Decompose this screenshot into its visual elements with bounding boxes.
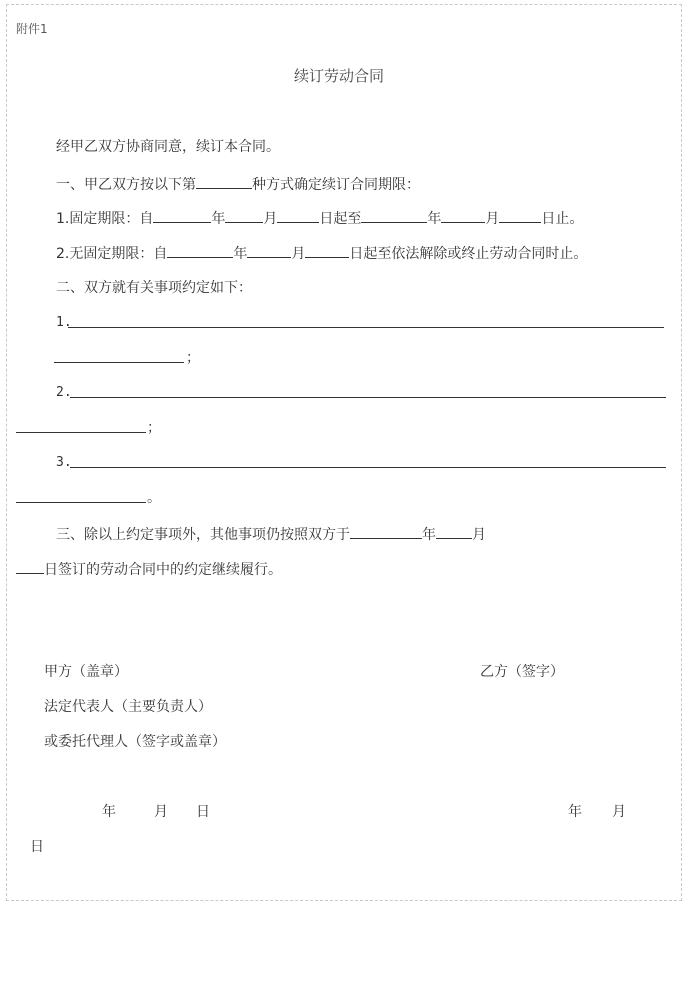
party-b-date-day: 日 — [30, 839, 44, 855]
party-a-date-year: 年 — [102, 804, 116, 820]
party-a-date-day: 日 — [196, 804, 210, 820]
clause3-year-blank[interactable] — [350, 524, 422, 539]
fixed-year-label: 年 — [211, 211, 226, 227]
attachment-label: 附件1 — [16, 22, 48, 36]
open-term-line — [56, 243, 587, 263]
open-start-day-blank[interactable] — [305, 243, 349, 258]
fixed-end-month-blank[interactable] — [441, 208, 485, 223]
fixed-end-label: 日止。 — [541, 211, 584, 227]
clause3-line2 — [16, 559, 282, 579]
party-a-label: 甲方（盖章） — [44, 664, 128, 680]
fixed-start-year-blank[interactable] — [153, 208, 211, 223]
fixed-end-year-blank[interactable] — [361, 208, 427, 223]
party-b-date-year: 年 — [568, 804, 582, 820]
open-start-year-blank[interactable] — [167, 243, 233, 258]
item3-number: 3. — [56, 455, 72, 470]
open-end-label: 日起至依法解除或终止劳动合同时止。 — [349, 246, 588, 262]
clause3-month-label: 月 — [472, 527, 486, 543]
clause1-method-blank[interactable] — [196, 174, 252, 189]
clause3-day-blank[interactable] — [16, 559, 44, 574]
intro-text: 经甲乙双方协商同意，续订本合同。 — [56, 139, 280, 155]
fixed-year2-label: 年 — [427, 211, 442, 227]
party-b-date-month: 月 — [612, 804, 626, 820]
clause3-month-blank[interactable] — [436, 524, 472, 539]
legal-rep-label: 法定代表人（主要负责人） — [44, 699, 212, 715]
item3-end: 。 — [147, 490, 161, 506]
fixed-start-month-blank[interactable] — [225, 208, 263, 223]
party-a-date-month: 月 — [154, 804, 168, 820]
clause3-year-label: 年 — [422, 527, 436, 543]
clause1-suffix: 种方式确定续订合同期限： — [252, 177, 420, 193]
party-b-label: 乙方（签字） — [480, 664, 564, 680]
item2-end: ； — [147, 420, 161, 436]
clause1-prefix: 一、甲乙双方按以下第 — [56, 177, 196, 193]
clause3-prefix: 三、除以上约定事项外，其他事项仍按照双方于 — [56, 527, 350, 543]
item1-end: ； — [186, 350, 200, 366]
document-title: 续订劳动合同 — [294, 67, 385, 85]
item3-blank-line1[interactable] — [70, 467, 666, 468]
clause3-end: 日签订的劳动合同中的约定继续履行。 — [44, 562, 282, 578]
fixed-term-label: 1.固定期限：自 — [56, 211, 154, 227]
clause3-line1 — [56, 524, 486, 544]
fixed-day-from-label: 日起至 — [319, 211, 362, 227]
item2-number: 2. — [56, 385, 72, 400]
item1-number: 1. — [56, 315, 72, 330]
fixed-start-day-blank[interactable] — [277, 208, 319, 223]
item3-blank-line2[interactable] — [16, 502, 146, 503]
agent-label: 或委托代理人（签字或盖章） — [44, 734, 226, 750]
clause2-heading: 二、双方就有关事项约定如下： — [56, 280, 252, 296]
item2-blank-line2[interactable] — [16, 432, 146, 433]
item2-blank-line1[interactable] — [70, 397, 666, 398]
fixed-term-line — [56, 208, 583, 228]
fixed-month-label: 月 — [263, 211, 278, 227]
open-start-month-blank[interactable] — [247, 243, 291, 258]
fixed-end-day-blank[interactable] — [499, 208, 541, 223]
open-term-label: 2.无固定期限：自 — [56, 246, 168, 262]
open-month-label: 月 — [291, 246, 306, 262]
fixed-month2-label: 月 — [485, 211, 500, 227]
item1-blank-line1[interactable] — [68, 327, 664, 328]
open-year-label: 年 — [233, 246, 248, 262]
item1-blank-line2[interactable] — [54, 362, 184, 363]
clause1-line — [56, 174, 420, 194]
